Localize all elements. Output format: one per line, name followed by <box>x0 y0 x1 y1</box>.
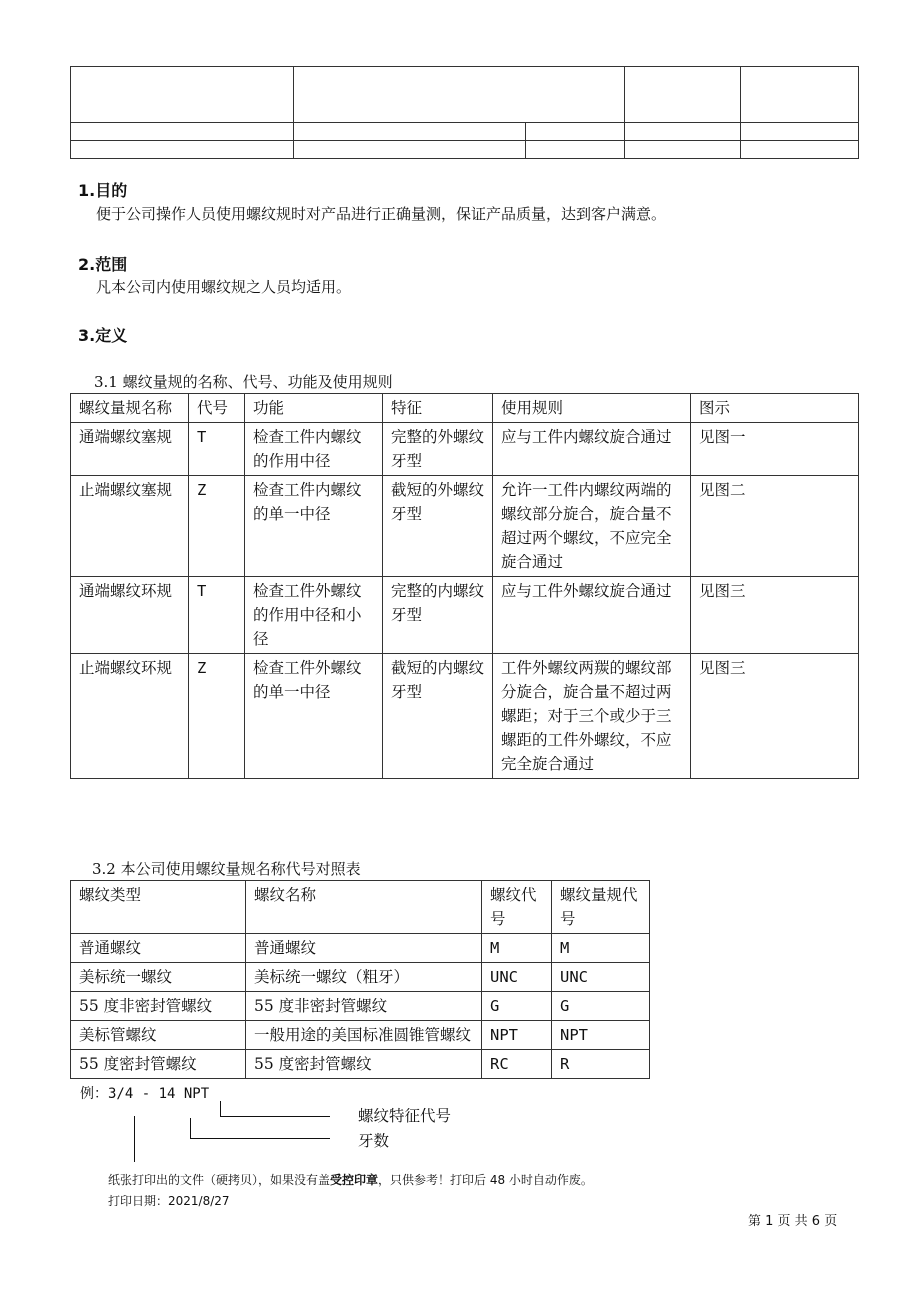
leader-line-size-vertical <box>134 1116 135 1162</box>
table-cell: NPT <box>552 1021 650 1050</box>
print-notice-part: ，只供参考！打印后 48 小时自动作废。 <box>378 1173 593 1187</box>
table-cell: 见图二 <box>691 476 859 577</box>
table-cell: 55 度非密封管螺纹 <box>71 992 246 1021</box>
table-cell: G <box>552 992 650 1021</box>
table-cell: G <box>482 992 552 1021</box>
table-cell: 完整的内螺纹牙型 <box>383 577 493 654</box>
table-cell: 55 度非密封管螺纹 <box>246 992 482 1021</box>
table-cell: 美标统一螺纹（粗牙） <box>246 963 482 992</box>
table-row <box>71 476 859 577</box>
print-date: 打印日期：2021/8/27 <box>108 1194 230 1208</box>
table-cell: UNC <box>552 963 650 992</box>
print-notice <box>108 1171 593 1188</box>
table-cell: 完整的外螺纹牙型 <box>383 423 493 476</box>
table-header-cell: 图示 <box>691 394 859 423</box>
table-cell: Z <box>189 476 245 577</box>
leader-line-code-horizontal <box>220 1116 330 1117</box>
gauge-rules-table <box>70 393 859 779</box>
leader-line-code-vertical <box>220 1101 221 1117</box>
table-cell: 见图三 <box>691 577 859 654</box>
table-header-cell: 螺纹类型 <box>71 881 246 934</box>
section-heading-purpose: 1.目的 <box>78 181 128 200</box>
table-cell: 应与工件内螺纹旋合通过 <box>493 423 691 476</box>
table-cell: NPT <box>482 1021 552 1050</box>
table-header-cell: 螺纹量规代号 <box>552 881 650 934</box>
table-row <box>71 963 650 992</box>
table-cell: 普通螺纹 <box>71 934 246 963</box>
table-cell: 检查工件内螺纹的单一中径 <box>245 476 383 577</box>
table-cell: 检查工件外螺纹的单一中径 <box>245 654 383 779</box>
print-notice-part: 纸张打印出的文件（硬拷贝），如果没有盖 <box>108 1173 331 1187</box>
table-row <box>71 654 859 779</box>
table-cell: 工件外螺纹两羰的螺纹部分旋合，旋合量不超过两螺距；对于三个或少于三螺距的工件外螺纹，不应完全旋合通过 <box>493 654 691 779</box>
table-cell: M <box>482 934 552 963</box>
table-cell: 通端螺纹环规 <box>71 577 189 654</box>
table-cell: 见图一 <box>691 423 859 476</box>
table-cell: 止端螺纹环规 <box>71 654 189 779</box>
table-header-cell: 使用规则 <box>493 394 691 423</box>
table-header-cell: 特征 <box>383 394 493 423</box>
table2-caption: 3.2 本公司使用螺纹量规名称代号对照表 <box>92 860 361 878</box>
label-teeth-count: 牙数 <box>358 1132 390 1150</box>
label-thread-code: 螺纹特征代号 <box>358 1107 452 1125</box>
table-header-row <box>71 394 859 423</box>
table-row <box>71 934 650 963</box>
table-cell: R <box>552 1050 650 1079</box>
table-cell: 止端螺纹塞规 <box>71 476 189 577</box>
table-cell: 允许一工件内螺纹两端的螺纹部分旋合，旋合量不超过两个螺纹，不应完全旋合通过 <box>493 476 691 577</box>
table-cell: 一般用途的美国标准圆锥管螺纹 <box>246 1021 482 1050</box>
table-cell: UNC <box>482 963 552 992</box>
table-row <box>71 423 859 476</box>
table-cell: 应与工件外螺纹旋合通过 <box>493 577 691 654</box>
table-header-cell: 螺纹量规名称 <box>71 394 189 423</box>
table-cell: 普通螺纹 <box>246 934 482 963</box>
table-cell: 55 度密封管螺纹 <box>246 1050 482 1079</box>
table-cell: T <box>189 577 245 654</box>
table-cell: 美标统一螺纹 <box>71 963 246 992</box>
table-row <box>71 1050 650 1079</box>
section-heading-scope: 2.范围 <box>78 255 128 274</box>
section-text-purpose: 便于公司操作人员使用螺纹规时对产品进行正确量测，保证产品质量，达到客户满意。 <box>96 205 667 223</box>
section-text-scope: 凡本公司内使用螺纹规之人员均适用。 <box>96 278 352 296</box>
controlled-stamp-label: 受控印章 <box>330 1173 379 1187</box>
document-header-table <box>70 66 859 159</box>
table1-caption: 3.1 螺纹量规的名称、代号、功能及使用规则 <box>94 373 393 391</box>
table-cell: 截短的外螺纹牙型 <box>383 476 493 577</box>
example-text: 例：3/4 - 14 NPT <box>80 1086 210 1102</box>
table-cell: 55 度密封管螺纹 <box>71 1050 246 1079</box>
table-header-cell: 功能 <box>245 394 383 423</box>
page-number: 第 1 页 共 6 页 <box>748 1214 838 1229</box>
table-cell: 美标管螺纹 <box>71 1021 246 1050</box>
table-header-row <box>71 881 650 934</box>
table-row <box>71 1021 650 1050</box>
gauge-code-table <box>70 880 650 1079</box>
table-cell: RC <box>482 1050 552 1079</box>
table-row <box>71 577 859 654</box>
table-cell: 检查工件内螺纹的作用中径 <box>245 423 383 476</box>
table-header-cell: 代号 <box>189 394 245 423</box>
table-cell: T <box>189 423 245 476</box>
table-cell: 见图三 <box>691 654 859 779</box>
table-header-cell: 螺纹名称 <box>246 881 482 934</box>
table-cell: M <box>552 934 650 963</box>
table-cell: 通端螺纹塞规 <box>71 423 189 476</box>
table-cell: Z <box>189 654 245 779</box>
section-heading-definition: 3.定义 <box>78 326 128 345</box>
leader-line-teeth-vertical <box>190 1118 191 1138</box>
leader-line-teeth-horizontal <box>190 1138 330 1139</box>
table-header-cell: 螺纹代号 <box>482 881 552 934</box>
table-cell: 截短的内螺纹牙型 <box>383 654 493 779</box>
table-row <box>71 992 650 1021</box>
table-cell: 检查工件外螺纹的作用中径和小径 <box>245 577 383 654</box>
